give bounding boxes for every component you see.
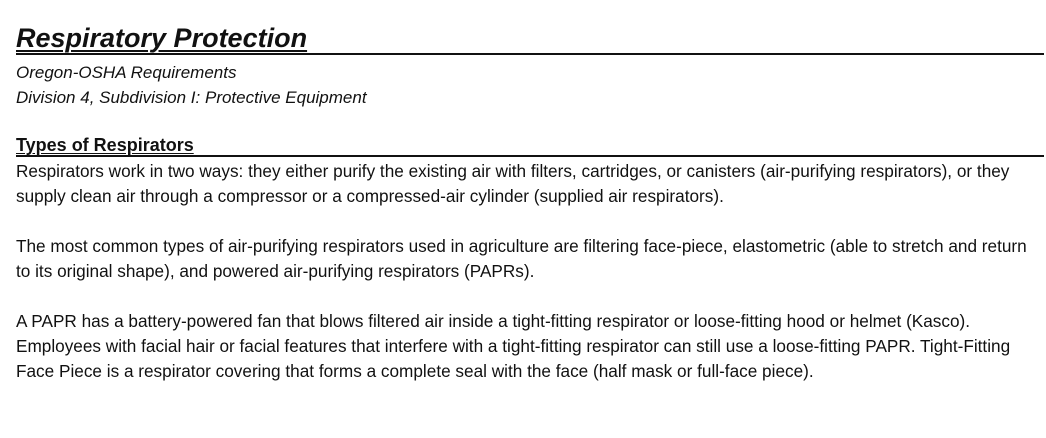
paragraph-respirator-types: Respirators work in two ways: they either purify the existing air with filters, cartridges, or canisters (air-purifying respirators), or they supply clean air through a compressor or a compressed-air cylinder (supplied air respirators). (16, 161, 1010, 206)
subtitle-requirements: Oregon-OSHA Requirements (16, 63, 237, 82)
subtitle-division: Division 4, Subdivision I: Protective Equipment (16, 88, 367, 107)
paragraph-air-purifying: The most common types of air-purifying respirators used in agriculture are filtering face-piece, elastometric (able to stretch and return to its original shape), and powered air-purifying respirators (PAPRs). (16, 236, 1027, 281)
document (16, 22, 1044, 384)
paragraph-papr: A PAPR has a battery-powered fan that blows filtered air inside a tight-fitting respirator or loose-fitting hood or helmet (Kasco). Employees with facial hair or facial features that interfere with a tight-fitting respirator can still use a loose-fitting PAPR. Tight-Fitting Face Piece is a respirator covering that forms a complete seal with the face (half mask or full-face piece). (16, 311, 1011, 381)
section-heading: Types of Respirators (16, 135, 194, 155)
page-title: Respiratory Protection (16, 23, 308, 53)
